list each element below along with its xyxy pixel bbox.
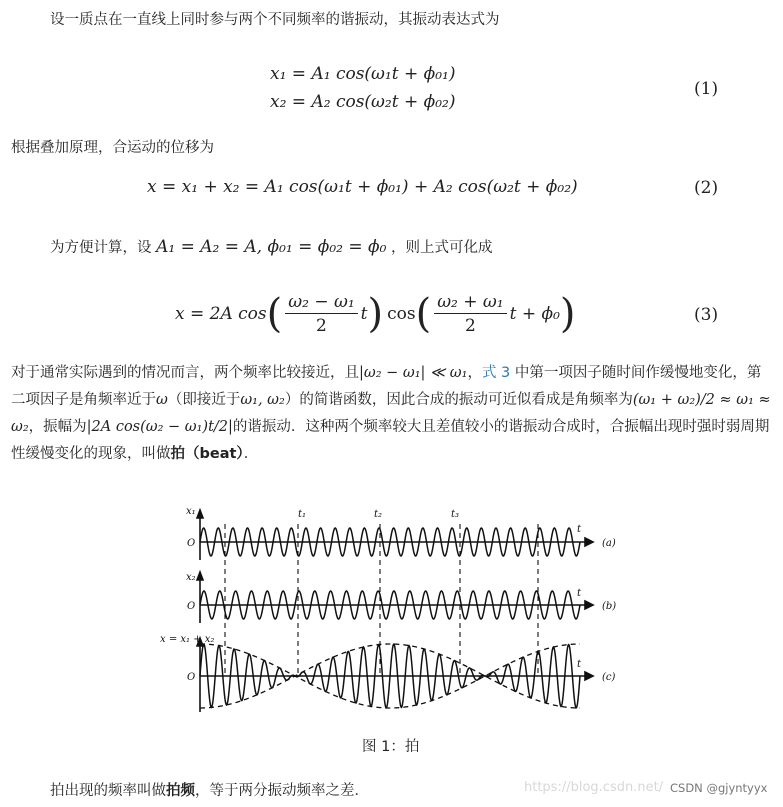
beat-frequency-line — [50, 779, 369, 800]
beat-figure — [160, 502, 620, 717]
para-text-1: 对于通常实际遇到的情况而言，两个频率比较接近，且 — [11, 365, 359, 381]
eq3-paren-close-1: ) — [367, 291, 384, 337]
url-watermark: https://blog.csdn.net/ — [524, 780, 664, 795]
label-x2: x₂ — [186, 572, 196, 583]
para-math-5: |2A cos(ω₂ − ω₁)t/2| — [86, 419, 233, 435]
beat-paragraph — [11, 360, 773, 468]
assumption-prefix: 为方便计算，设 — [50, 240, 152, 256]
equation-2-number: (2) — [694, 178, 719, 198]
eq3-lhs: x = 2A cos — [175, 304, 267, 324]
para-text-4: 地变化，第二项因子是角频率近于 — [11, 365, 762, 408]
arrow-x1 — [197, 510, 203, 518]
eq3-frac2-numerator: ω₂ + ω₁ — [434, 292, 506, 314]
eq3-fraction-1 — [285, 292, 357, 336]
beat-frequency-term: 拍频 — [166, 783, 195, 799]
para-text-7: 为 — [618, 392, 633, 408]
panel-b-label: (b) — [602, 601, 617, 612]
para-text-2: ， — [467, 365, 482, 381]
arrow-x2 — [197, 572, 203, 580]
label-x1: x₁ — [186, 506, 196, 517]
arrow-t-b — [585, 601, 593, 609]
eq3-t2: t + ϕ₀ — [509, 304, 560, 324]
para-text-5: （即接近于 — [167, 392, 241, 408]
eq3-fraction-2 — [434, 292, 506, 336]
para-math-4: (ω₁ + ω₂)/2 ≈ ω₁ ≈ ω₂ — [11, 392, 771, 435]
para-text-9: 的谐振动．这种两个频率较大且差值较小的 — [232, 419, 509, 435]
eq3-frac1-numerator: ω₂ − ω₁ — [285, 292, 357, 314]
equation-2: x = x₁ + x₂ = A₁ cos(ω₁t + ϕ₀₁) + A₂ cos(ω₂t + ϕ₀₂) — [147, 177, 578, 197]
eq3-cos2: cos — [387, 304, 416, 324]
para-math-3: ω₁, ω₂ — [240, 392, 285, 408]
equation-3 — [175, 284, 576, 344]
para-text-3: 中第一项因子随时间作缓慢 — [510, 365, 689, 381]
label-t1: t₁ — [298, 509, 307, 520]
last-text-pre: 拍出现的频率叫做 — [50, 783, 166, 799]
figure-caption: 图 1：拍 — [362, 739, 420, 755]
label-t2: t₂ — [374, 509, 383, 520]
equation-3-number: (3) — [694, 305, 719, 325]
label-t-a: t — [577, 524, 582, 535]
eq3-frac2-denominator: 2 — [464, 316, 476, 336]
para-text-6: ）的简谐函数，因此合成的振动可近似看成是角频率 — [284, 392, 619, 408]
label-t-c: t — [577, 659, 582, 670]
superposition-text: 根据叠加原理，合运动的位移为 — [11, 140, 214, 156]
label-x-sum: x = x₁ + x₂ — [160, 634, 215, 645]
last-text-post: ，等于两分振动频率之差． — [195, 783, 369, 799]
eq3-paren-open-2: ( — [415, 291, 432, 337]
csdn-badge: CSDN @gjyntyyx — [670, 781, 768, 795]
assumption-line — [50, 236, 493, 257]
para-text-11: ． — [243, 446, 259, 462]
label-t3: t₃ — [451, 509, 460, 520]
para-text-10: 谐振动合成时，合振幅出现时强时弱周期性缓慢变化的现象，叫做 — [11, 419, 770, 462]
assumption-math: A₁ = A₂ = A, ϕ₀₁ = ϕ₀₂ = ϕ₀ — [156, 237, 387, 257]
equation-3-link[interactable]: 式 3 — [481, 365, 511, 381]
para-math-1: |ω₂ − ω₁| ≪ ω₁ — [359, 365, 468, 381]
para-math-2: ω — [156, 392, 168, 408]
assumption-suffix: ，则上式可化成 — [391, 240, 493, 256]
eq3-paren-close-2: ) — [559, 291, 576, 337]
label-origin-a: O — [187, 538, 196, 549]
equation-1-line-1: x₁ = A₁ cos(ω₁t + ϕ₀₁) — [270, 64, 456, 84]
arrow-t-c — [585, 672, 593, 680]
arrow-t-a — [585, 538, 593, 546]
eq3-frac1-denominator: 2 — [316, 316, 327, 336]
panel-a-label: (a) — [602, 538, 616, 549]
para-text-8: ，振幅为 — [28, 419, 87, 435]
eq3-paren-open-1: ( — [266, 291, 283, 337]
label-origin-c: O — [187, 672, 196, 683]
label-origin-b: O — [187, 601, 196, 612]
eq3-t1: t — [360, 304, 368, 324]
equation-1-line-2: x₂ = A₂ cos(ω₂t + ϕ₀₂) — [270, 92, 456, 112]
equation-1-number: (1) — [694, 79, 719, 99]
panel-c-label: (c) — [602, 672, 616, 683]
label-t-b: t — [577, 588, 582, 599]
beat-term: 拍（beat） — [170, 446, 244, 462]
intro-text: 设一质点在一直线上同时参与两个不同频率的谐振动，其振动表达式为 — [50, 12, 500, 28]
